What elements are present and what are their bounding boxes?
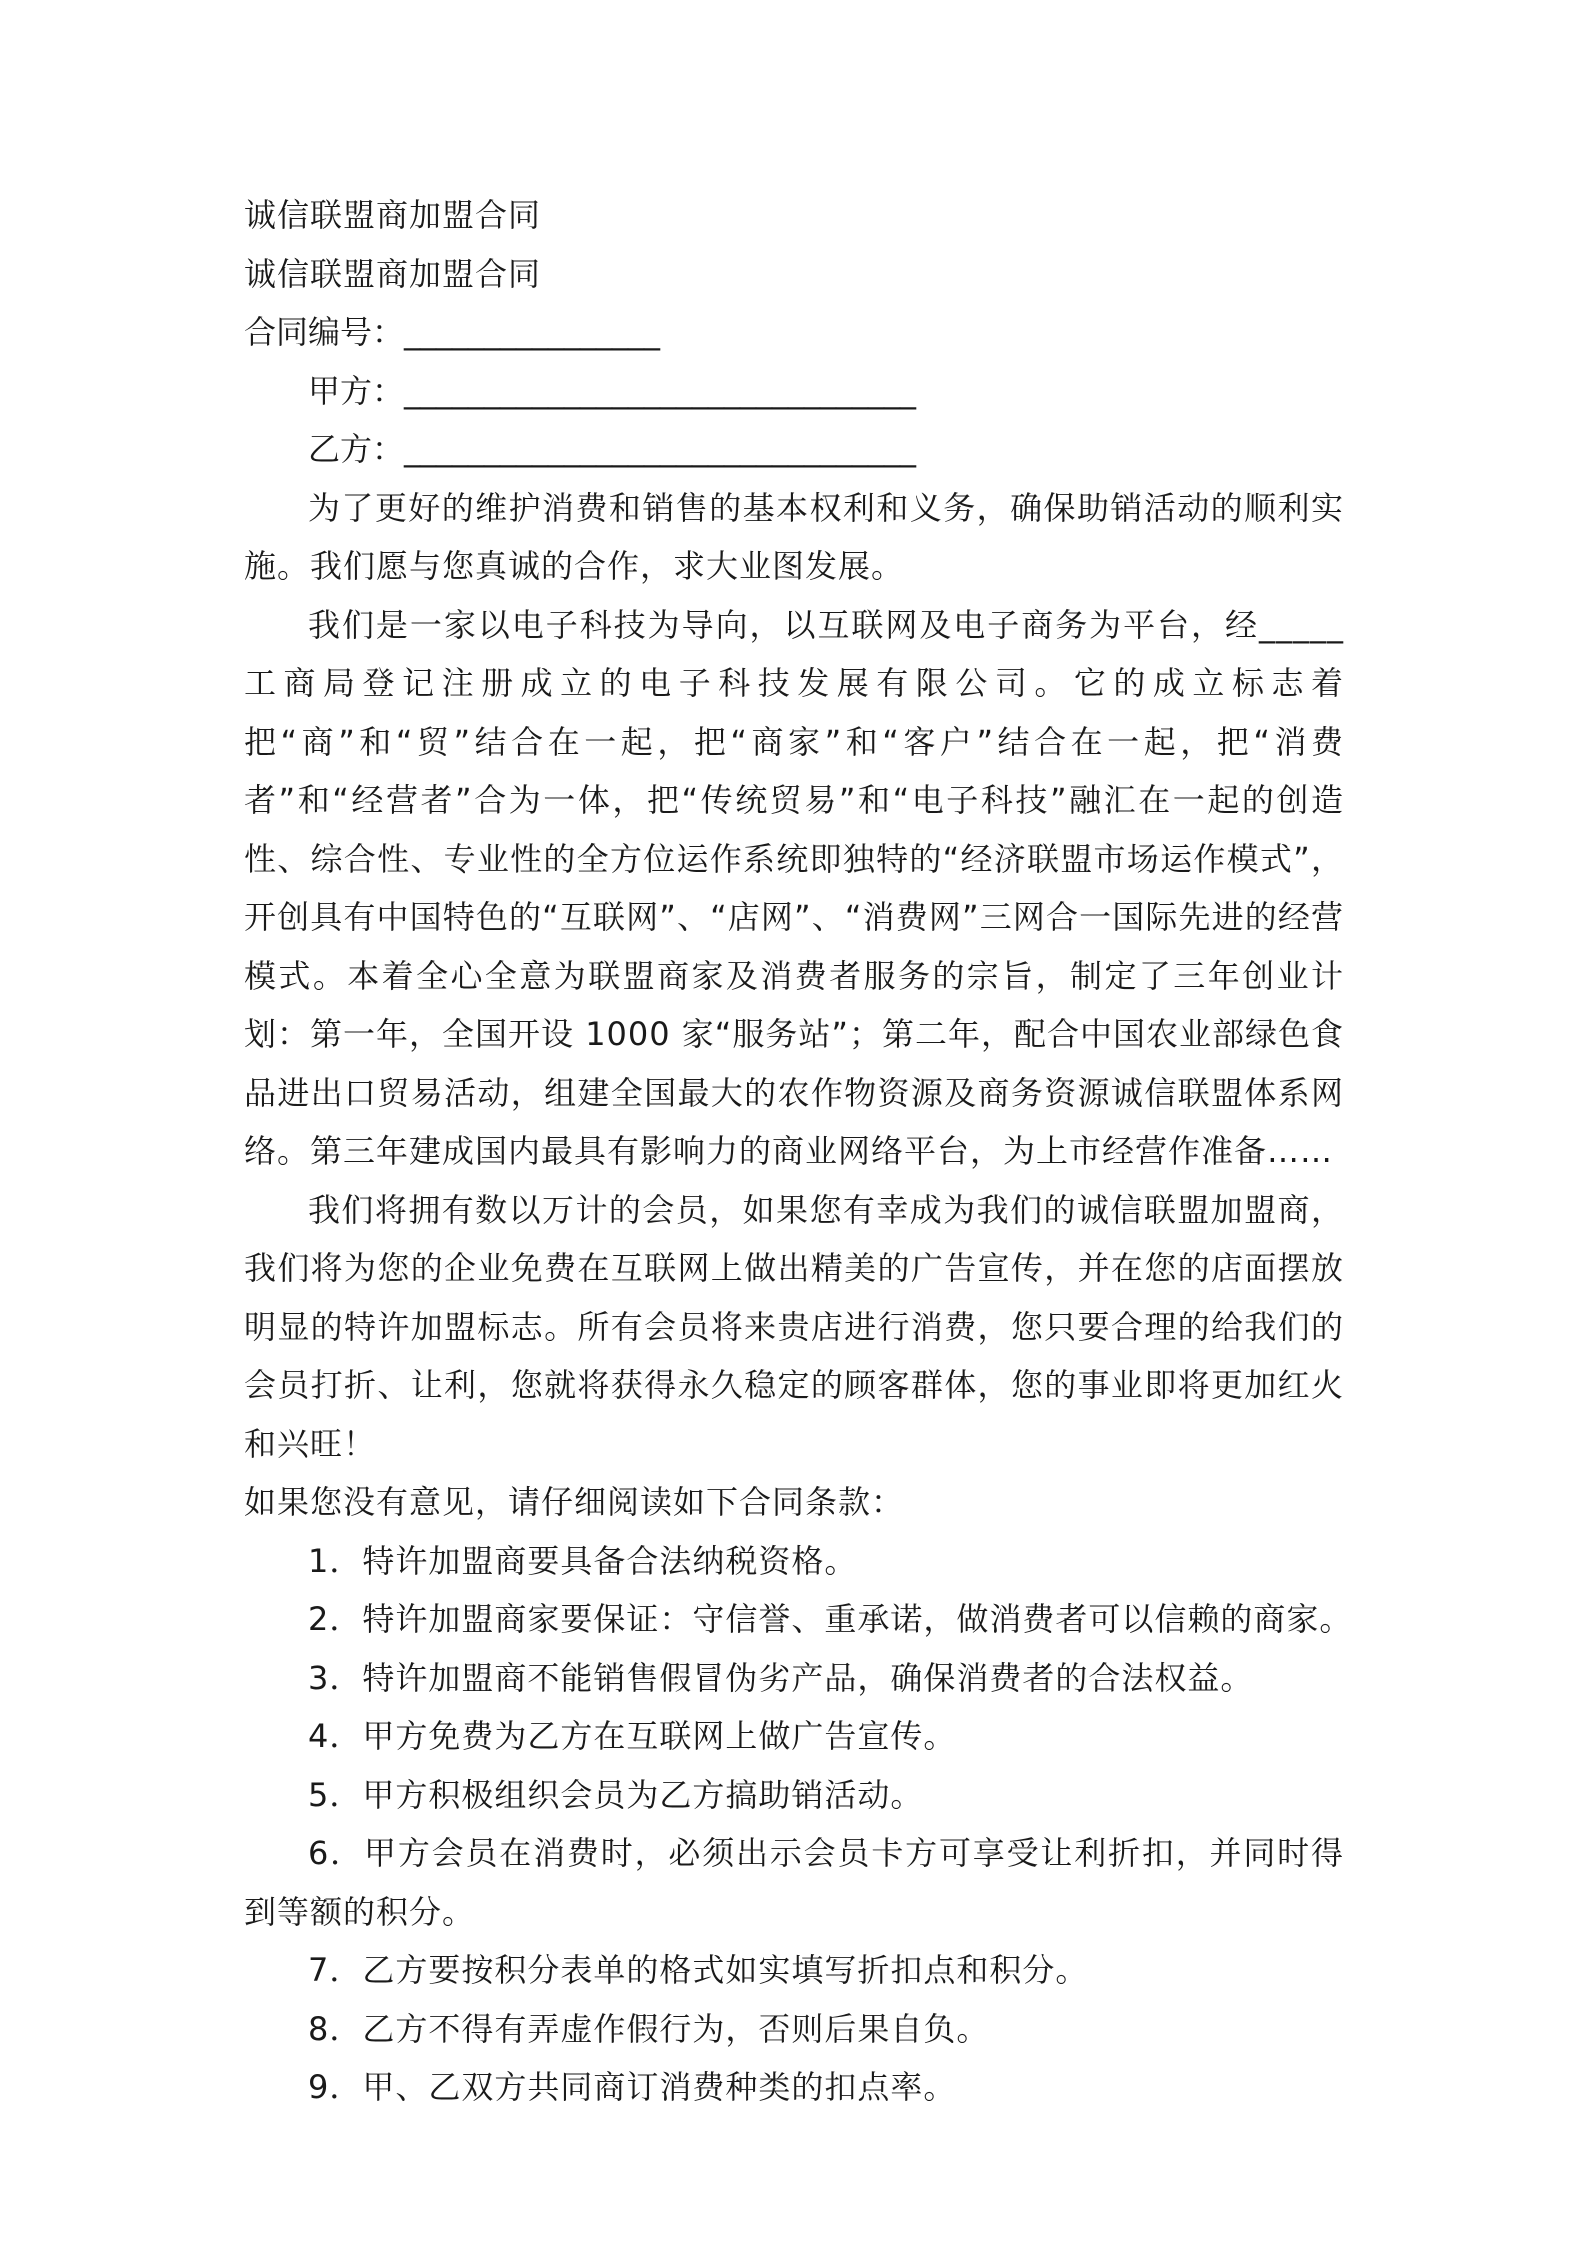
- clauses-intro: 如果您没有意见，请仔细阅读如下合同条款：: [244, 1483, 905, 1521]
- document-title: 诚信联盟商加盟合同: [244, 196, 542, 234]
- clause-item: 5．甲方积极组织会员为乙方搞助销活动。: [308, 1775, 924, 1814]
- clause-item: 7．乙方要按积分表单的格式如实填写折扣点和积分。: [308, 1951, 1089, 1989]
- clause-item: 8．乙方不得有弄虚作假行为，否则后果自负。: [308, 2009, 990, 2048]
- clause-item: 1．特许加盟商要具备合法纳税资格。: [308, 1541, 858, 1580]
- company-paragraph: 我们是一家以电子科技为导向，以互联网及电子商务为平台，经_____工商局登记注册成立的电子科技发展有限公司。它的成立标志着把“商”和“贸”结合在一起，把“商家”和“客户”结合在一起，把“消费者”和“经营者”合为一体，把“传统贸易”和“电子科技”融汇在一起的创造性、综合性、专业性的全方位运作系统即独特的“经济联盟市场运作模式”，开创具有中国特色的“互联网”、“店网”、“消费网”三网合一国际先进的经营模式。本着全心全意为联盟商家及消费者服务的宗旨，制定了三年创业计划：第一年，全国开设 1000 家“服务站”；第二年，配合中国农业部绿色食品进出口贸易活动，组建全国最大的农作物资源及商务资源诚信联盟体系网络。第三年建成国内最具有影响力的商业网络平台，为上市经营作准备……: [244, 605, 1344, 1170]
- clause-item: 2．特许加盟商家要保证：守信誉、重承诺，做消费者可以信赖的商家。: [308, 1600, 1353, 1638]
- contract-number-field: 合同编号：________________: [244, 313, 661, 351]
- clause-item: 9．甲、乙双方共同商订消费种类的扣点率。: [308, 2068, 957, 2106]
- party-b-field: 乙方：________________________________: [308, 430, 917, 468]
- clause-item: 6．甲方会员在消费时，必须出示会员卡方可享受让利折扣，并同时得到等额的积分。: [244, 1834, 1344, 1931]
- party-a-field: 甲方：________________________________: [308, 371, 917, 410]
- members-paragraph: 我们将拥有数以万计的会员，如果您有幸成为我们的诚信联盟加盟商，我们将为您的企业免费在互联网上做出精美的广告宣传，并在您的店面摆放明显的特许加盟标志。所有会员将来贵店进行消费，您只要合理的给我们的会员打折、让利，您就将获得永久稳定的顾客群体，您的事业即将更加红火和兴旺！: [244, 1190, 1344, 1463]
- document-subtitle: 诚信联盟商加盟合同: [244, 254, 542, 293]
- contract-document: [244, 186, 1353, 2117]
- intro-paragraph: 为了更好的维护消费和销售的基本权利和义务，确保助销活动的顺利实施。我们愿与您真诚的合作，求大业图发展。: [244, 488, 1344, 585]
- clause-item: 4．甲方免费为乙方在互联网上做广告宣传。: [308, 1717, 957, 1755]
- clause-item: 3．特许加盟商不能销售假冒伪劣产品，确保消费者的合法权益。: [308, 1658, 1254, 1697]
